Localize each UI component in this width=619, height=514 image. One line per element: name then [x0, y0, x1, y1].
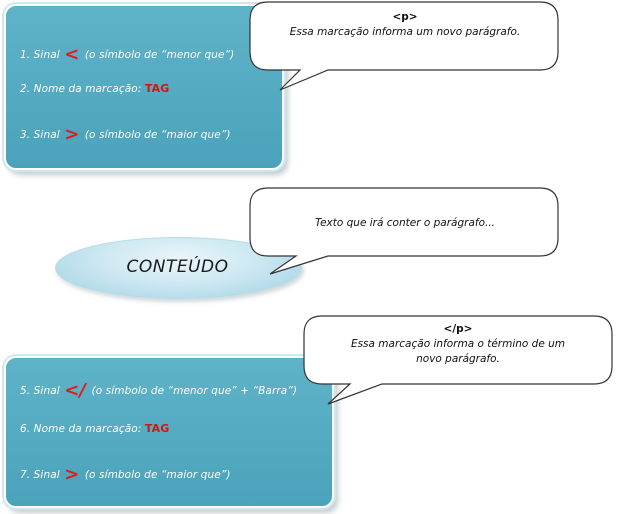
opening-tag-step-2 — [20, 82, 169, 95]
closing-greater-than-symbol: > — [64, 464, 80, 485]
step-1-suffix: (o símbolo de “menor que”) — [84, 49, 235, 61]
content-label: CONTEÚDO — [126, 257, 229, 277]
closing-tag-title: </p> — [443, 323, 473, 335]
closing-tag-panel — [4, 356, 334, 508]
less-than-slash-symbol: </ — [64, 380, 87, 401]
opening-tag-step-1 — [20, 44, 234, 65]
opening-tag-description: Essa marcação informa um novo parágrafo. — [289, 26, 521, 38]
closing-tag-step-7 — [20, 464, 231, 485]
step-7-suffix: (o símbolo de “maior que”) — [84, 469, 231, 481]
closing-tag-name-label: TAG — [144, 422, 170, 435]
step-7-prefix: 7. Sinal — [20, 469, 60, 481]
step-5-prefix: 5. Sinal — [20, 385, 60, 397]
opening-tag-title: <p> — [392, 11, 418, 23]
content-callout-text — [258, 216, 552, 231]
step-5-suffix: (o símbolo de “menor que” + “Barra”) — [91, 385, 298, 397]
step-6-prefix: 6. Nome da marcação: — [20, 423, 142, 435]
step-1-prefix: 1. Sinal — [20, 49, 60, 61]
closing-tag-step-5 — [20, 380, 297, 401]
step-3-prefix: 3. Sinal — [20, 129, 60, 141]
step-2-prefix: 2. Nome da marcação: — [20, 83, 142, 95]
closing-tag-step-6 — [20, 422, 169, 435]
closing-tag-description-line-2: novo parágrafo. — [416, 353, 500, 365]
less-than-symbol: < — [64, 44, 80, 65]
opening-tag-callout-text — [258, 10, 552, 40]
closing-tag-description-line-1: Essa marcação informa o término de um — [350, 338, 566, 350]
content-description: Texto que irá conter o parágrafo... — [314, 217, 496, 229]
closing-tag-callout-text — [310, 322, 606, 367]
opening-tag-step-3 — [20, 124, 231, 145]
opening-tag-panel — [4, 4, 284, 170]
greater-than-symbol: > — [64, 124, 80, 145]
content-callout-bubble — [248, 186, 560, 278]
step-3-suffix: (o símbolo de “maior que”) — [84, 129, 231, 141]
tag-name-label: TAG — [144, 82, 170, 95]
